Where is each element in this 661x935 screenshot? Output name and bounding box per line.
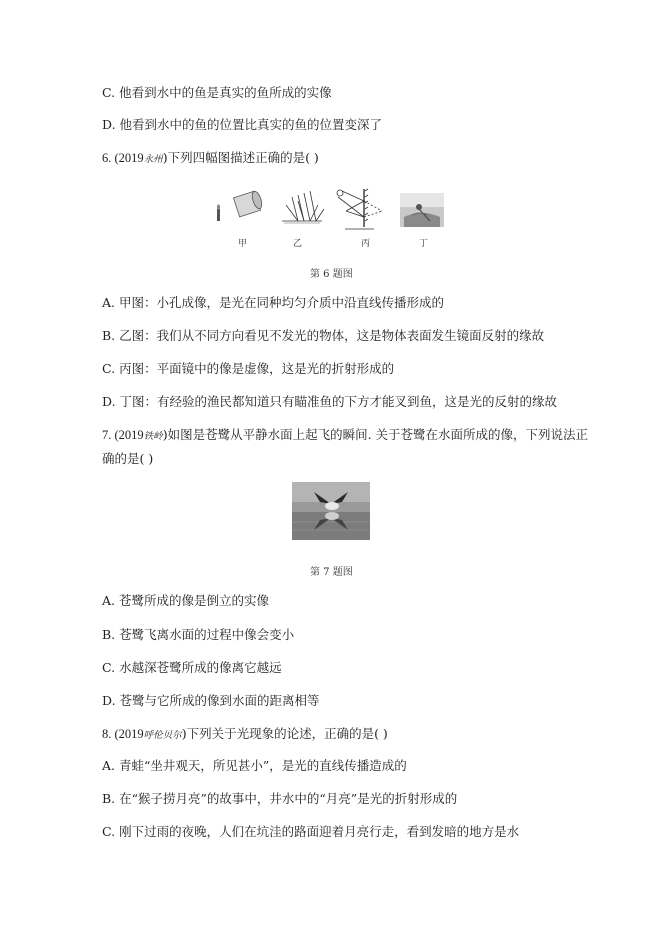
q8-stem-text: )下列关于光现象的论述，正确的是( ) — [181, 726, 388, 741]
heron-photo — [292, 482, 370, 540]
fisherman-photo — [400, 193, 444, 227]
q8-number: 8. (2019 — [102, 727, 144, 741]
q7-option-c: C. 水越深苍鹭所成的像离它越远 — [102, 660, 282, 675]
q6-option-a: A. 甲图：小孔成像，是光在同种均匀介质中沿直线传播形成的 — [102, 295, 444, 310]
q8-source: 呼伦贝尔 — [143, 730, 182, 741]
q7-caption: 第 7 题图 — [310, 567, 353, 578]
q6-label-jia: 甲 — [238, 239, 248, 249]
q6-option-c: C. 丙图：平面镜中的像是虚像，这是光的折射形成的 — [102, 361, 395, 376]
q6-source: 永州 — [143, 154, 163, 165]
q7-number: 7. (2019 — [102, 428, 144, 442]
q8-option-b: B. 在“猴子捞月亮”的故事中，井水中的“月亮”是光的折射形成的 — [102, 791, 458, 806]
q7-stem-line1 — [102, 426, 588, 446]
q8-stem — [102, 725, 388, 745]
q7-figure — [292, 482, 370, 540]
q6-stem-text: )下列四幅图描述正确的是( ) — [162, 150, 319, 165]
q6-option-d: D. 丁图：有经验的渔民都知道只有瞄准鱼的下方才能叉到鱼，这是光的反射的缘故 — [102, 394, 558, 409]
q5-option-d: D. 他看到水中的鱼的位置比真实的鱼的位置变深了 — [102, 117, 383, 132]
q6-label-ding: 丁 — [419, 239, 429, 249]
q6-diagrams — [214, 187, 446, 237]
q7-option-a: A. 苍鹭所成的像是倒立的实像 — [102, 593, 269, 608]
pinhole-camera-diagram — [217, 190, 264, 221]
q7-option-b: B. 苍鹭飞离水面的过程中像会变小 — [102, 627, 295, 642]
q5-option-c: C. 他看到水中的鱼是真实的鱼所成的实像 — [102, 85, 332, 100]
q7-source: 铁岭 — [143, 431, 163, 442]
q6-figure — [214, 187, 446, 237]
q6-number: 6. (2019 — [102, 151, 144, 165]
q6-option-b: B. 乙图：我们从不同方向看见不发光的物体，这是物体表面发生镜面反射的缘故 — [102, 328, 545, 343]
q6-stem — [102, 149, 319, 169]
q6-label-bing: 丙 — [361, 239, 371, 249]
q7-stem-line2: 确的是( ) — [102, 451, 154, 466]
diffuse-reflection-diagram — [282, 191, 324, 223]
q8-option-a: A. 青蛙“坐井观天，所见甚小”，是光的直线传播造成的 — [102, 758, 407, 773]
q7-stem-text: )如图是苍鹭从平静水面上起飞的瞬间. 关于苍鹭在水面所成的像，下列说法正 — [162, 427, 589, 442]
q6-caption: 第 6 题图 — [310, 269, 353, 280]
q6-label-yi: 乙 — [293, 239, 303, 249]
q8-option-c: C. 刚下过雨的夜晚，人们在坑洼的路面迎着月亮行走，看到发暗的地方是水 — [102, 824, 520, 839]
plane-mirror-diagram — [337, 189, 382, 229]
q7-option-d: D. 苍鹭与它所成的像到水面的距离相等 — [102, 693, 320, 708]
